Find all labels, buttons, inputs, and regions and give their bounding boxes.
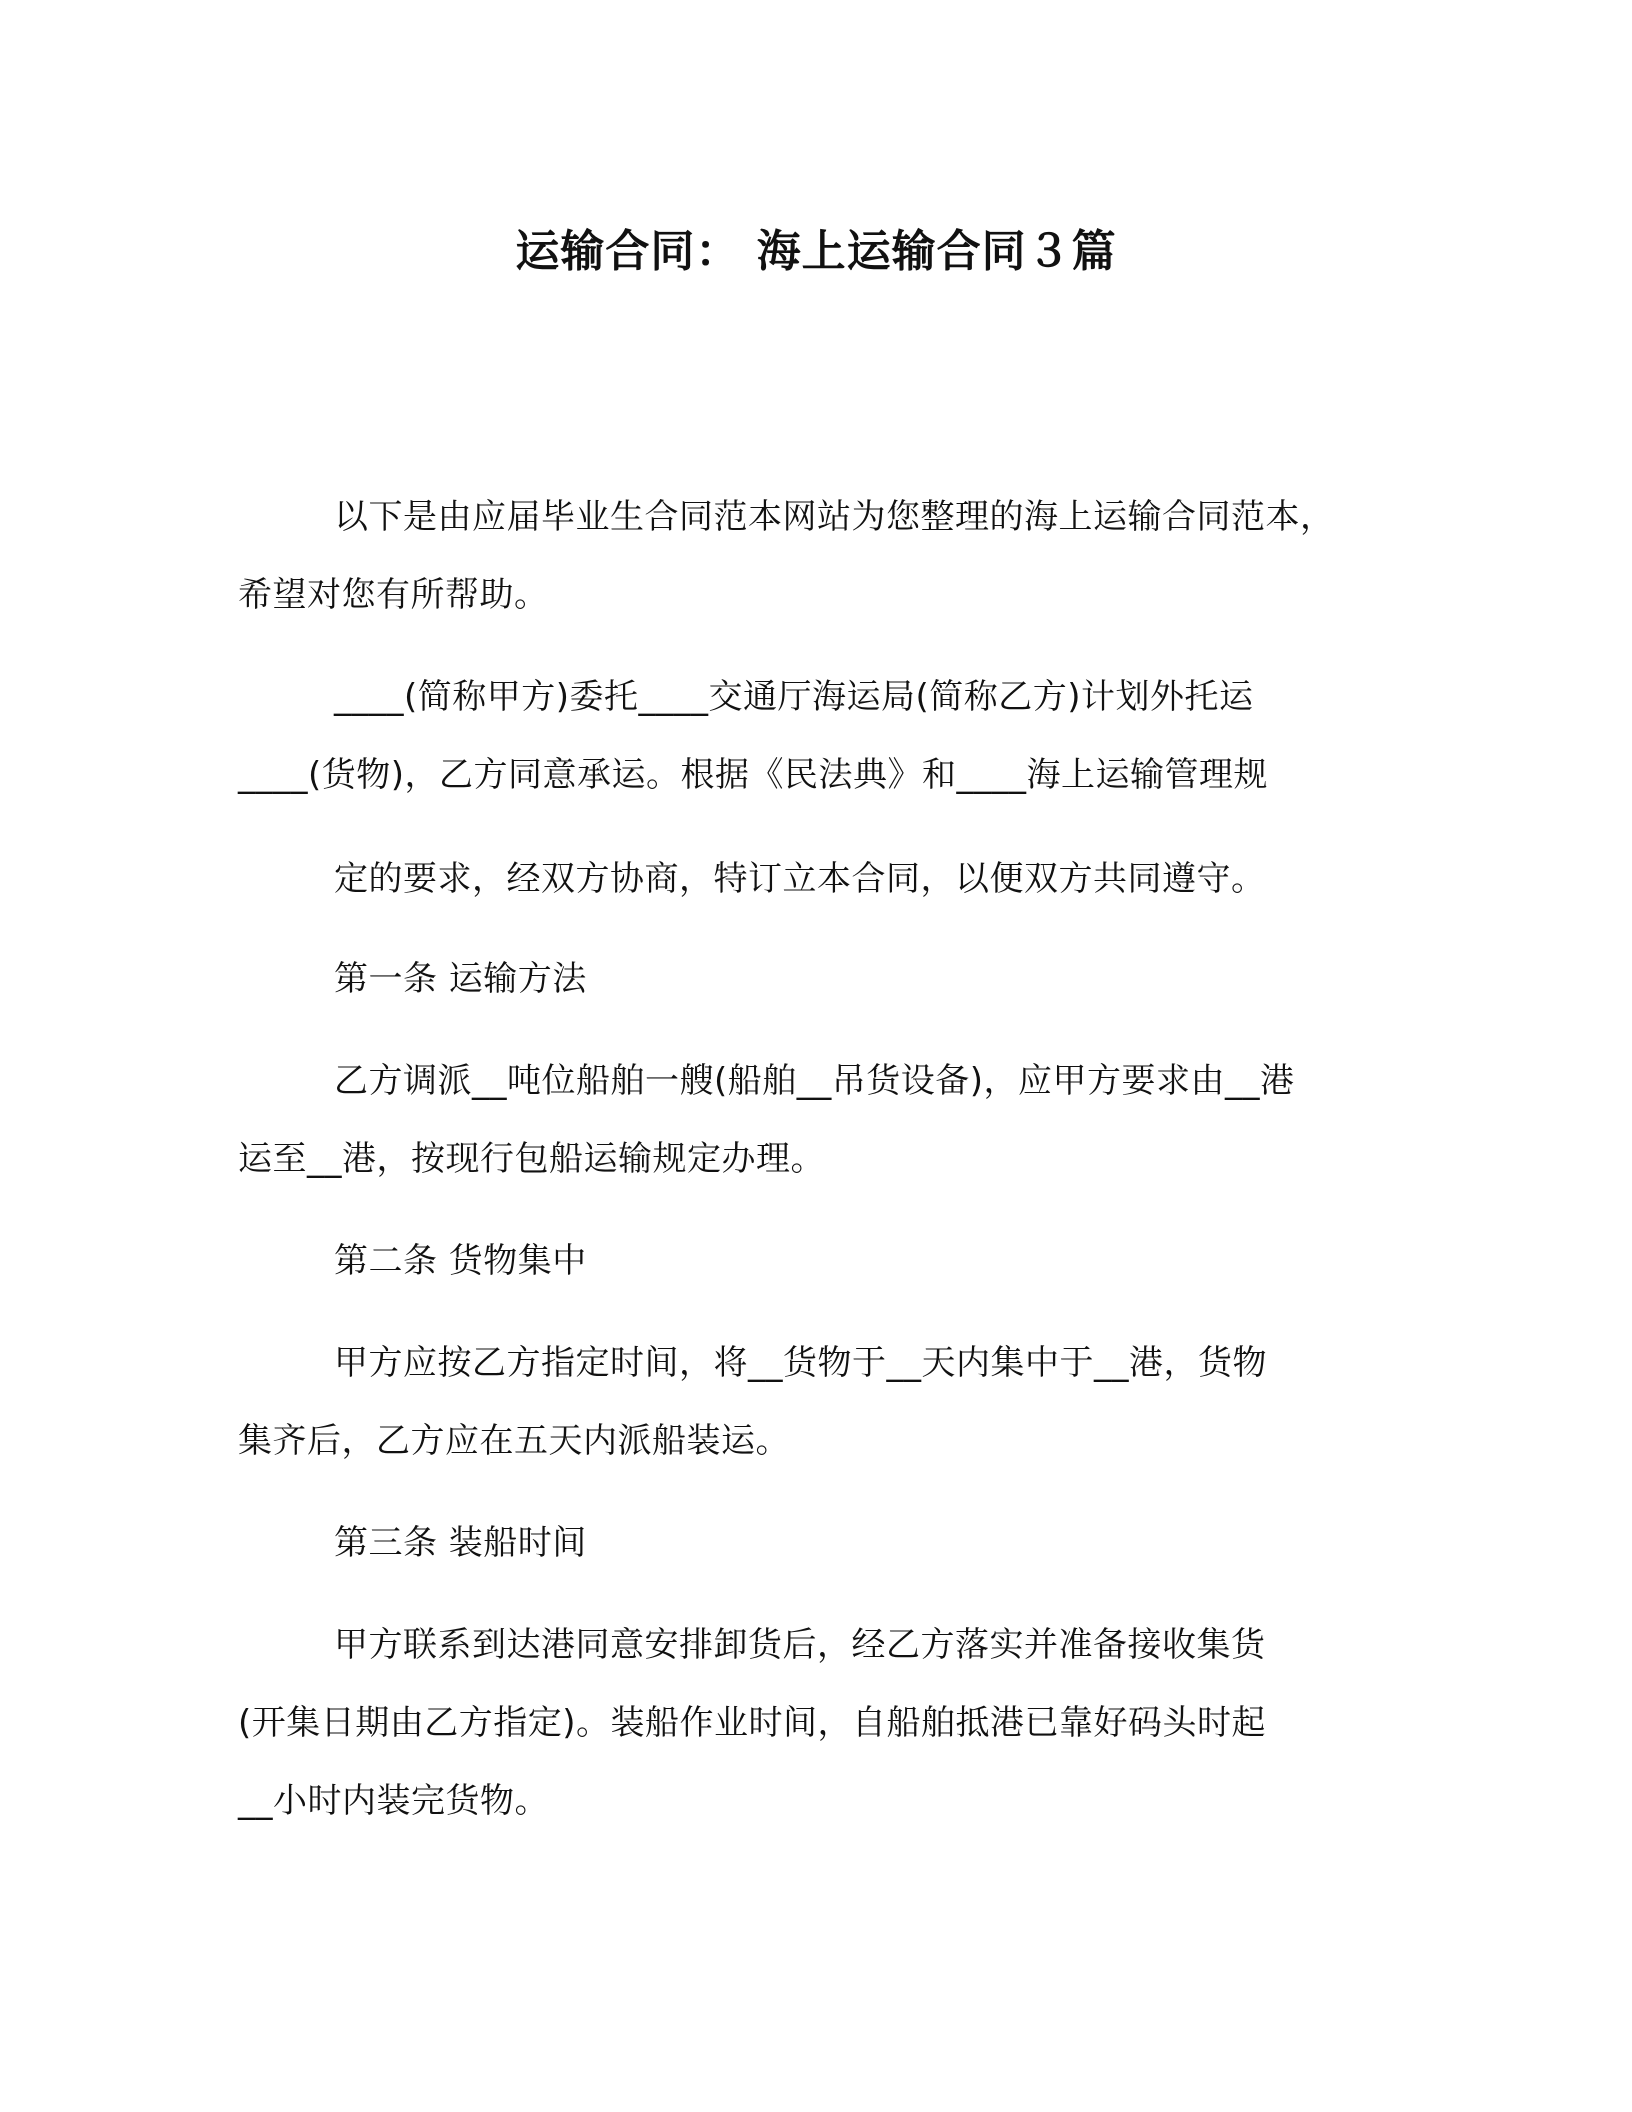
intro-line-2: 希望对您有所帮助。 [238,575,549,615]
article-2-line-2: 集齐后，乙方应在五天内派船装运。 [238,1421,790,1461]
intro-line-1: 以下是由应届毕业生合同范本网站为您整理的海上运输合同范本， [334,497,1335,537]
article-3-heading: 第三条 装船时间 [334,1523,587,1563]
preamble-line-3: 定的要求，经双方协商，特订立本合同，以便双方共同遵守。 [334,859,1266,899]
article-2-line-1: 甲方应按乙方指定时间，将__货物于__天内集中于__港，货物 [334,1343,1267,1383]
article-2-heading: 第二条 货物集中 [334,1241,587,1281]
page-title: 运输合同： 海上运输合同３篇 [515,226,1117,277]
article-1-heading: 第一条 运输方法 [334,959,587,999]
article-3-line-3: __小时内装完货物。 [238,1781,549,1821]
article-3-line-1: 甲方联系到达港同意安排卸货后，经乙方落实并准备接收集货 [334,1625,1266,1665]
article-3-line-2: (开集日期由乙方指定)。装船作业时间，自船舶抵港已靠好码头时起 [238,1703,1267,1743]
article-1-line-1: 乙方调派__吨位船舶一艘(船舶__吊货设备)，应甲方要求由__港 [334,1061,1295,1101]
preamble-line-2: ____(货物)，乙方同意承运。根据《民法典》和____海上运输管理规 [238,755,1269,795]
preamble-line-1: ____(简称甲方)委托____交通厅海运局(简称乙方)计划外托运 [334,677,1254,717]
article-1-line-2: 运至__港，按现行包船运输规定办理。 [238,1139,825,1179]
